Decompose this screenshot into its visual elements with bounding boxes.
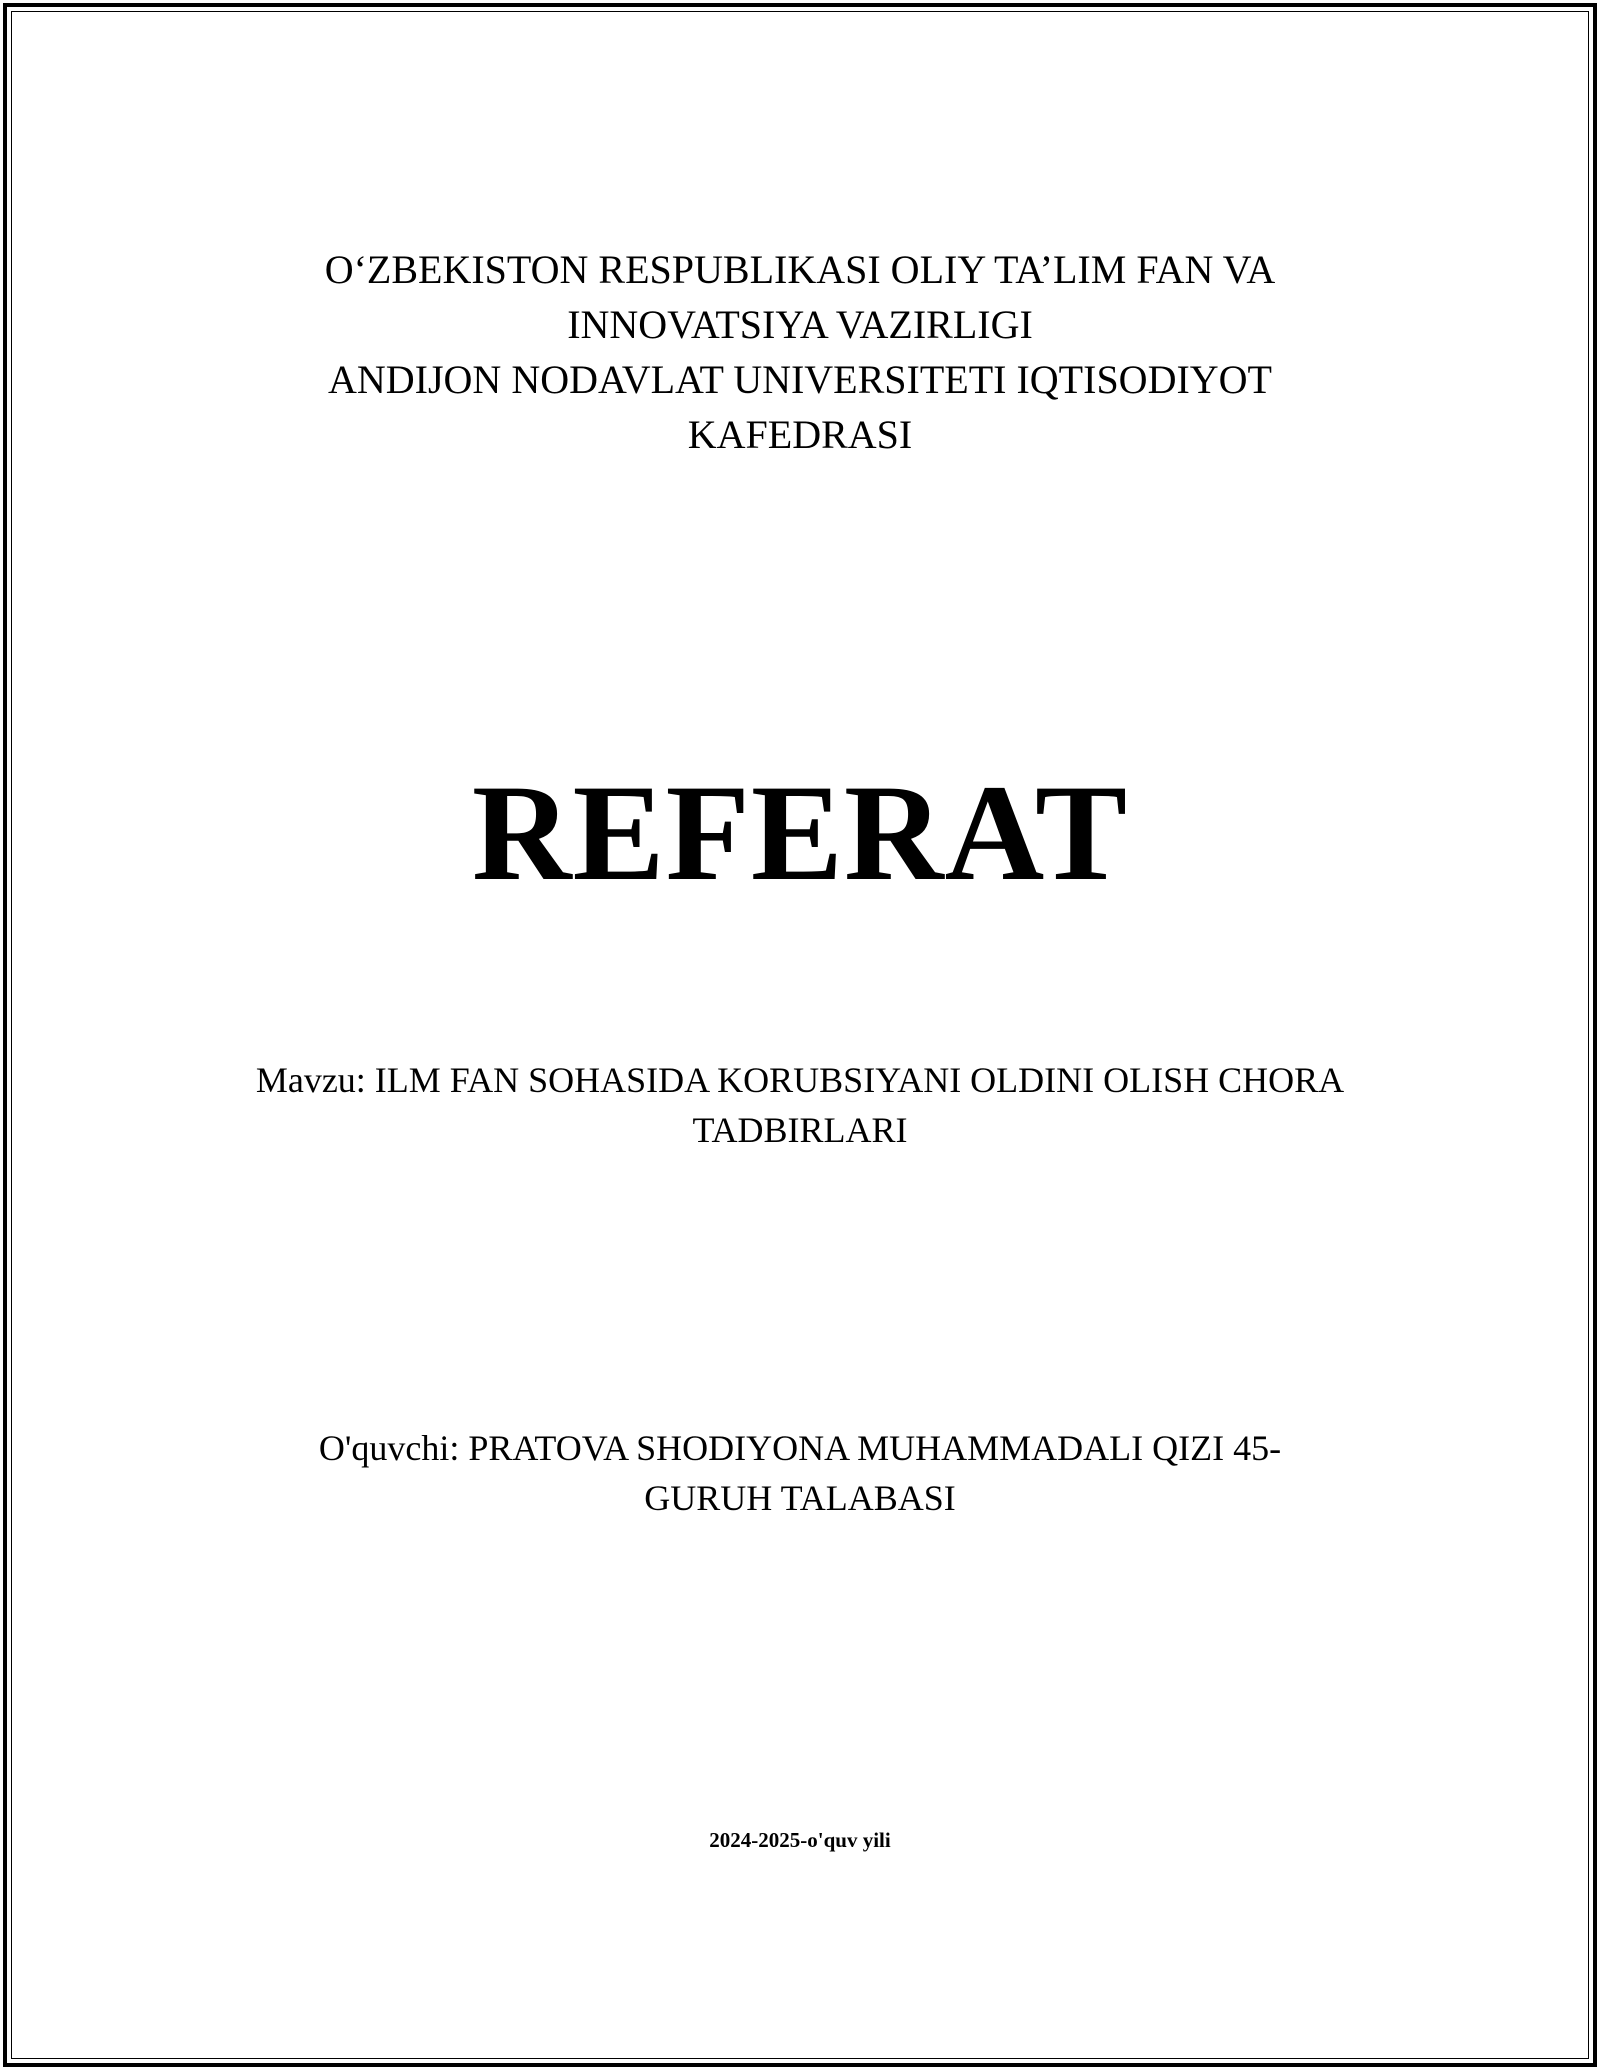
- header-line-1: O‘ZBEKISTON RESPUBLIKASI OLIY TA’LIM FAN VA: [324, 247, 1276, 292]
- student-line-2: GURUH TALABASI: [644, 1478, 956, 1518]
- academic-year: 2024-2025-o'quv yili: [709, 1828, 891, 1852]
- topic-line-1: Mavzu: ILM FAN SOHASIDA KORUBSIYANI OLDINI OLISH CHORA: [255, 1060, 1345, 1100]
- header-line-2: INNOVATSIYA VAZIRLIGI: [567, 302, 1033, 347]
- document-title: REFERAT: [471, 756, 1129, 909]
- topic-line-2: TADBIRLARI: [692, 1110, 908, 1150]
- header-line-4: KAFEDRASI: [687, 412, 913, 457]
- header-line-3: ANDIJON NODAVLAT UNIVERSITETI IQTISODIYOT: [328, 357, 1272, 402]
- student-line-1: O'quvchi: PRATOVA SHODIYONA MUHAMMADALI QIZI 45-: [318, 1428, 1282, 1468]
